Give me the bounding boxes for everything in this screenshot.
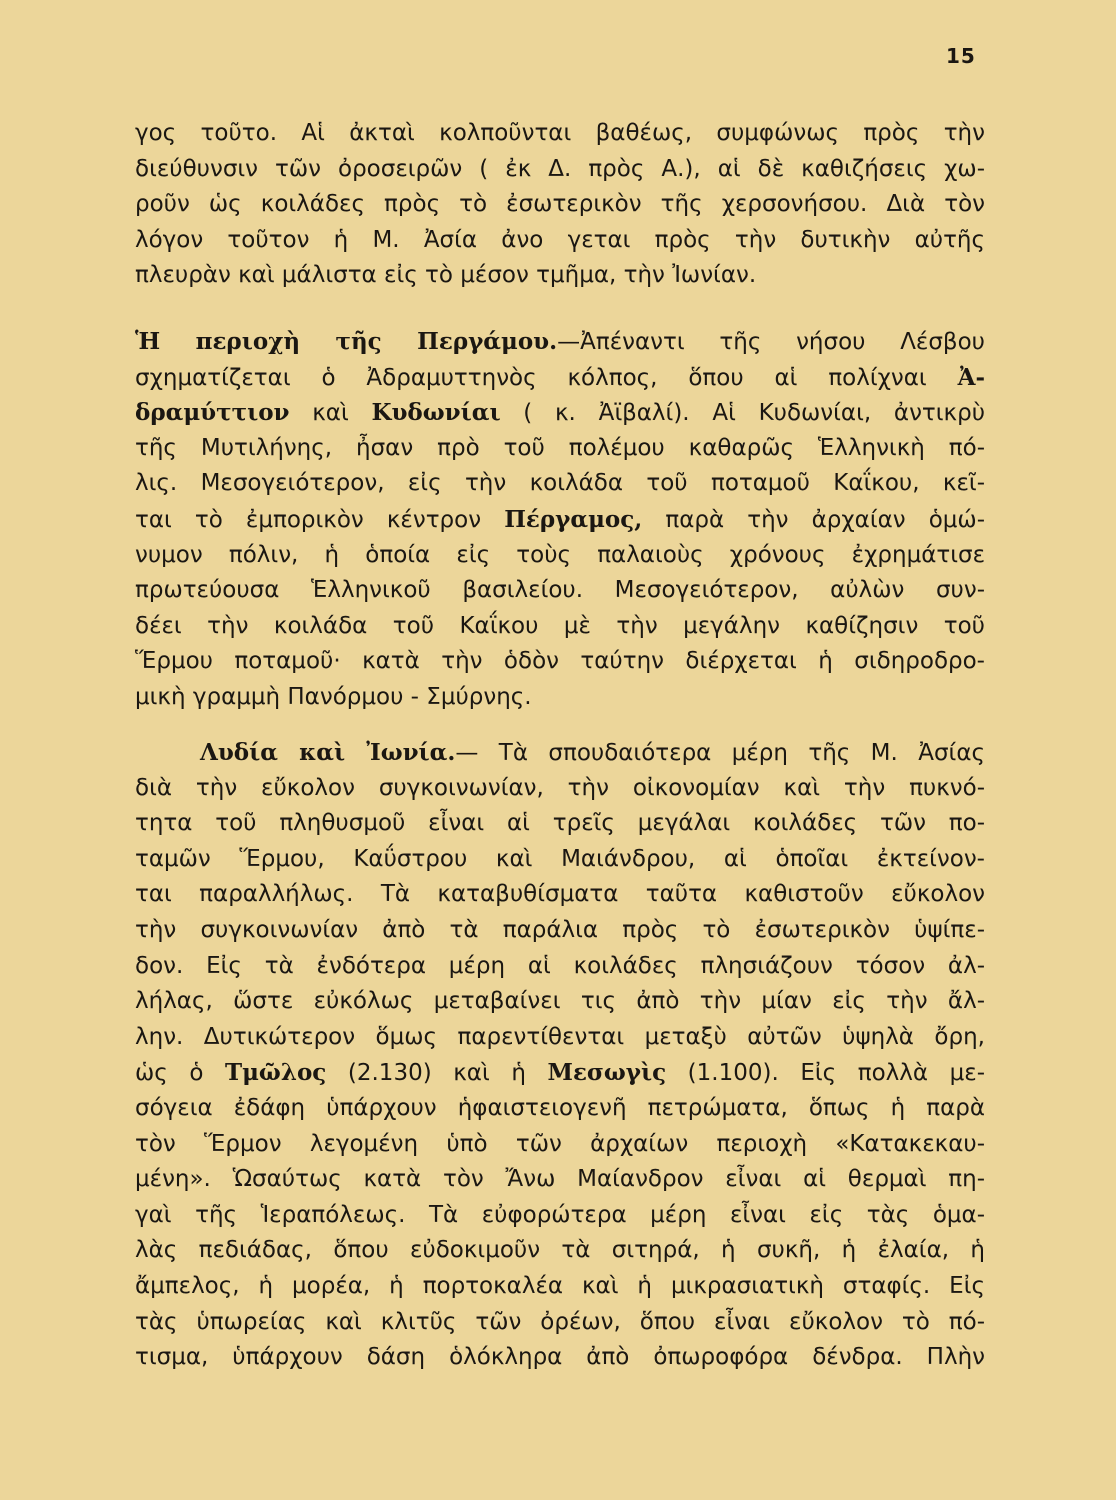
text-line: γος τοῦτο. Αἱ ἀκταὶ κολποῦνται βαθέως, συμφώνως πρὸς τὴν [135,120,985,146]
text-line: λις. Μεσογειότερον, εἰς τὴν κοιλάδα τοῦ ποταμοῦ Καΐκου, κεῖ- [135,470,985,497]
text-line: τῆς Μυτιλήνης, ἦσαν πρὸ τοῦ πολέμου καθαρῶς Ἑλληνικὴ πό- [135,434,985,461]
text-line: λόγον τοῦτον ἡ Μ. Ἀσία ἀνο γεται πρὸς τὴν δυτικὴν αὐτῆς [135,226,985,253]
text-line: ται τὸ ἐμπορικὸν κέντρον Πέργαμος, παρὰ τὴν ἀρχαίαν ὁμώ- [135,505,985,533]
text-line: λήλας, ὥστε εὐκόλως μεταβαίνει τις ἀπὸ τὴν μίαν εἰς τὴν ἄλ- [135,988,985,1015]
text-line: τὸν Ἕρμον λεγομένη ὑπὸ τῶν ἀρχαίων περιοχὴ «Κατακεκαυ- [135,1130,985,1157]
section-heading-pergamon: Ἡ περιοχὴ τῆς Περγάμου. [135,328,558,355]
text-line: δέει τὴν κοιλάδα τοῦ Καΐκου μὲ τὴν μεγάλην καθίζησιν τοῦ [135,612,985,639]
page-number: 15 [946,44,976,68]
text-line: τὰς ὑπωρείας καὶ κλιτῦς τῶν ὀρέων, ὅπου εἶναι εὔκολον τὸ πό- [135,1308,985,1335]
paragraph-intro [135,116,985,294]
text-line: ροῦν ὡς κοιλάδες πρὸς τὸ ἐσωτερικὸν τῆς χερσονήσου. Διὰ τὸν [135,191,985,218]
text-line: πλευρὰν καὶ μάλιστα εἰς τὸ μέσον τμῆμα, τὴν Ἰωνίαν. [135,262,757,289]
text-line: δον. Εἰς τὰ ἐνδότερα μέρη αἱ κοιλάδες πλησιάζουν τόσον ἀλ- [135,952,985,979]
section-heading-lydia-ionia: Λυδία καὶ Ἰωνία. [200,739,456,766]
text-line: γαὶ τῆς Ἱεραπόλεως. Τὰ εὐφορώτερα μέρη εἶναι εἰς τὰς ὁμα- [135,1201,985,1228]
text-line: λην. Δυτικώτερον ὅμως παρεντίθενται μεταξὺ αὐτῶν ὑψηλὰ ὄρη, [135,1023,985,1050]
text-line: Λυδία καὶ Ἰωνία.— Τὰ σπουδαιότερα μέρη τῆς Μ. Ἀσίας [200,739,985,766]
text-line: διὰ τὴν εὔκολον συγκοινωνίαν, τὴν οἰκονομίαν καὶ τὴν πυκνό- [135,774,985,801]
text-line: πρωτεύουσα Ἑλληνικοῦ βασιλείου. Μεσογειότερον, αὐλὼν συν- [135,577,985,604]
text-line: ὡς ὁ Τμῶλος (2.130) καὶ ἡ Μεσωγὶς (1.100). Εἰς πολλὰ με- [135,1059,985,1087]
text-line: δραμύττιον καὶ Κυδωνίαι ( κ. Ἀϊβαλί). Αἱ Κυδωνίαι, ἀντικρὺ [135,399,986,427]
text-line: σχηματίζεται ὁ Ἀδραμυττηνὸς κόλπος, ὅπου αἱ πολίχναι Ἀ- [135,363,985,391]
text-line: ἄμπελος, ἡ μορέα, ἡ πορτοκαλέα καὶ ἡ μικρασιατικὴ σταφίς. Εἰς [135,1272,985,1299]
text-line: μικὴ γραμμὴ Πανόρμου - Σμύρνης. [135,683,532,710]
text-line: λὰς πεδιάδας, ὅπου εὐδοκιμοῦν τὰ σιτηρά, ἡ συκῆ, ἡ ἐλαία, ἡ [135,1237,985,1264]
text-line: Ἕρμου ποταμοῦ· κατὰ τὴν ὁδὸν ταύτην διέρχεται ἡ σιδηροδρο- [135,648,985,675]
text-line: τισμα, ὑπάρχουν δάση ὁλόκληρα ἀπὸ ὀπωροφόρα δένδρα. Πλὴν [135,1344,985,1371]
text-line: σόγεια ἐδάφη ὑπάρχουν ἡφαιστειογενῆ πετρώματα, ὅπως ἡ παρὰ [135,1094,985,1121]
text-line: ται παραλλήλως. Τὰ καταβυθίσματα ταῦτα καθιστοῦν εὔκολον [135,881,985,908]
text-line: Ἡ περιοχὴ τῆς Περγάμου.—Ἀπέναντι τῆς νήσου Λέσβου [135,328,985,355]
text-line: μένη». Ὡσαύτως κατὰ τὸν Ἄνω Μαίανδρον εἶναι αἱ θερμαὶ πη- [135,1166,985,1193]
text-line: τὴν συγκοινωνίαν ἀπὸ τὰ παράλια πρὸς τὸ ἐσωτερικὸν ὑψίπε- [135,916,985,943]
paragraph-pergamon [135,324,985,716]
text-line: τητα τοῦ πληθυσμοῦ εἶναι αἱ τρεῖς μεγάλαι κοιλάδες τῶν πο- [135,810,985,837]
paragraph-lydia-ionia [135,735,985,1376]
text-line: ταμῶν Ἕρμου, Καΰστρου καὶ Μαιάνδρου, αἱ ὁποῖαι ἐκτείνον- [135,845,985,872]
text-line: διεύθυνσιν τῶν ὀροσειρῶν ( ἐκ Δ. πρὸς Α.), αἱ δὲ καθιζήσεις χω- [135,155,985,182]
text-line: νυμον πόλιν, ἡ ὁποία εἰς τοὺς παλαιοὺς χρόνους ἐχρημάτισε [135,541,985,568]
